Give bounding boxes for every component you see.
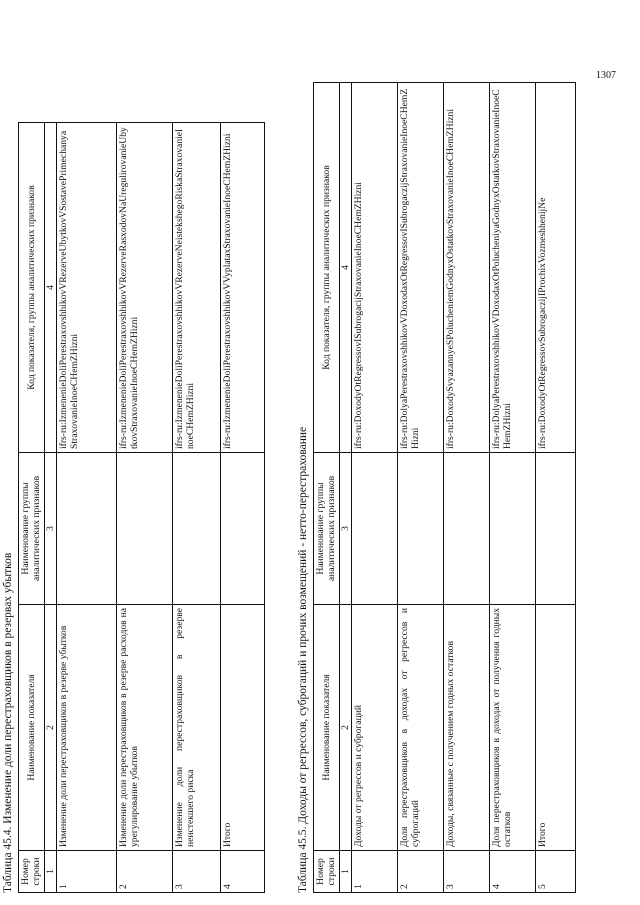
indicator-name: Доля перестраховщиков в доходах от регрессов и суброгаций (397, 605, 443, 851)
table2-header-row (314, 83, 340, 893)
table2-colnum: 1 (339, 851, 351, 893)
table1-colnum: 3 (44, 453, 56, 605)
table2-colnum: 4 (339, 83, 351, 453)
table2-column-numbers (339, 83, 351, 893)
row-number: 4 (489, 851, 535, 893)
table2-colnum: 2 (339, 605, 351, 851)
group-name (220, 453, 264, 605)
table1-insurance-claims-reserves (18, 122, 265, 893)
row-number: 5 (535, 851, 575, 893)
row-number: 3 (443, 851, 489, 893)
row-number: 3 (172, 851, 220, 893)
table1-header-code: Код показателя, группы аналитических признаков (19, 123, 45, 453)
indicator-name: Итого (220, 605, 264, 851)
table2-header-indicator-name: Наименование показателя (314, 605, 340, 851)
table-row (172, 123, 220, 893)
table-row (489, 83, 535, 893)
table-row (535, 83, 575, 893)
indicator-name: Доходы, связанные с получением годных остатков (443, 605, 489, 851)
indicator-code: ifrs-ru:IzmenenieDoliPerestraxovshhikovVRezerveUbytkovVSostavePrimechanyaStraxovanieInoeCHemZHizni (56, 123, 116, 453)
row-number: 1 (351, 851, 397, 893)
indicator-code: ifrs-ru:IzmenenieDoliPerestraxovshhikovVRezerveRasxodovNaUregulirovanieUbytkovStraxovanieInoeCHemZHizni (116, 123, 172, 453)
indicator-name: Изменение доли перестраховщиков в резерве расходов на урегулирование убытков (116, 605, 172, 851)
table1-header-row (19, 123, 45, 893)
group-name (351, 453, 397, 605)
group-name (116, 453, 172, 605)
table2-colnum: 3 (339, 453, 351, 605)
group-name (172, 453, 220, 605)
table-row (56, 123, 116, 893)
table2-header-row-number: Номер строки (314, 851, 340, 893)
row-number: 2 (397, 851, 443, 893)
table-row (397, 83, 443, 893)
indicator-code: ifrs-ru:DolyaPerestraxovshhikovVDoxodaxOtRegressovISubrogaczijStraxovanieInoeCHemZHizni (397, 83, 443, 453)
table-row (116, 123, 172, 893)
indicator-name: Итого (535, 605, 575, 851)
table1-column-numbers (44, 123, 56, 893)
table-row (351, 83, 397, 893)
table1-colnum: 2 (44, 605, 56, 851)
table1-colnum: 4 (44, 123, 56, 453)
indicator-code: ifrs-ru:DolyaPerestraxovshhikovVDoxodaxOtPolucheniyaGodnyxOstatkovStraxovanieInoeCHemZHizni (489, 83, 535, 453)
row-number: 2 (116, 851, 172, 893)
indicator-code: ifrs-ru:DoxodyOtRegressovSubrogaczijIProchixVozmeshhenijNe (535, 83, 575, 453)
row-number: 1 (56, 851, 116, 893)
table1-header-indicator-name: Наименование показателя (19, 605, 45, 851)
group-name (56, 453, 116, 605)
table2-header-group-name: Наименование группы аналитических признаков (314, 453, 340, 605)
indicator-name: Доходы от регрессов и суброгаций (351, 605, 397, 851)
group-name (397, 453, 443, 605)
table-row (220, 123, 264, 893)
indicator-code: ifrs-ru:DoxodySvyazannyeSPolucheniemGodnyxOstatkovStraxovanieInoeCHemZHizni (443, 83, 489, 453)
table2-recourse-subrogation-income (313, 82, 576, 893)
row-number: 4 (220, 851, 264, 893)
indicator-code: ifrs-ru:IzmenenieDoliPerestraxovshhikovVVyplataxStraxovanieInoeCHemZHizni (220, 123, 264, 453)
group-name (443, 453, 489, 605)
table2-caption: Таблица 45.5. Доходы от регрессов, суброгаций и прочих возмещений - нетто-перестрахование (297, 426, 309, 893)
table2-header-code: Код показателя, группы аналитических признаков (314, 83, 340, 453)
page-number: 1307 (596, 70, 616, 81)
indicator-name: Изменение доли перестраховщиков в резерве убытков (56, 605, 116, 851)
table-row (443, 83, 489, 893)
group-name (535, 453, 575, 605)
table1-caption: Таблица 45.4. Изменение доли перестраховщиков в резервах убытков (2, 552, 14, 893)
indicator-name: Доля перестраховщиков в доходах от получения годных остатков (489, 605, 535, 851)
table1-header-group-name: Наименование группы аналитических признаков (19, 453, 45, 605)
table1-header-row-number: Номер строки (19, 851, 45, 893)
group-name (489, 453, 535, 605)
indicator-name: Изменение доли перестраховщиков в резерве неистекшего риска (172, 605, 220, 851)
table1-colnum: 1 (44, 851, 56, 893)
indicator-code: ifrs-ru:IzmenenieDoliPerestraxovshhikovVRezerveNeistekshegoRiskaStraxovanieInoeCHemZHizni (172, 123, 220, 453)
indicator-code: ifrs-ru:DoxodyOtRegressovISubrogacijStraxovanieInoeCHemZHizni (351, 83, 397, 453)
